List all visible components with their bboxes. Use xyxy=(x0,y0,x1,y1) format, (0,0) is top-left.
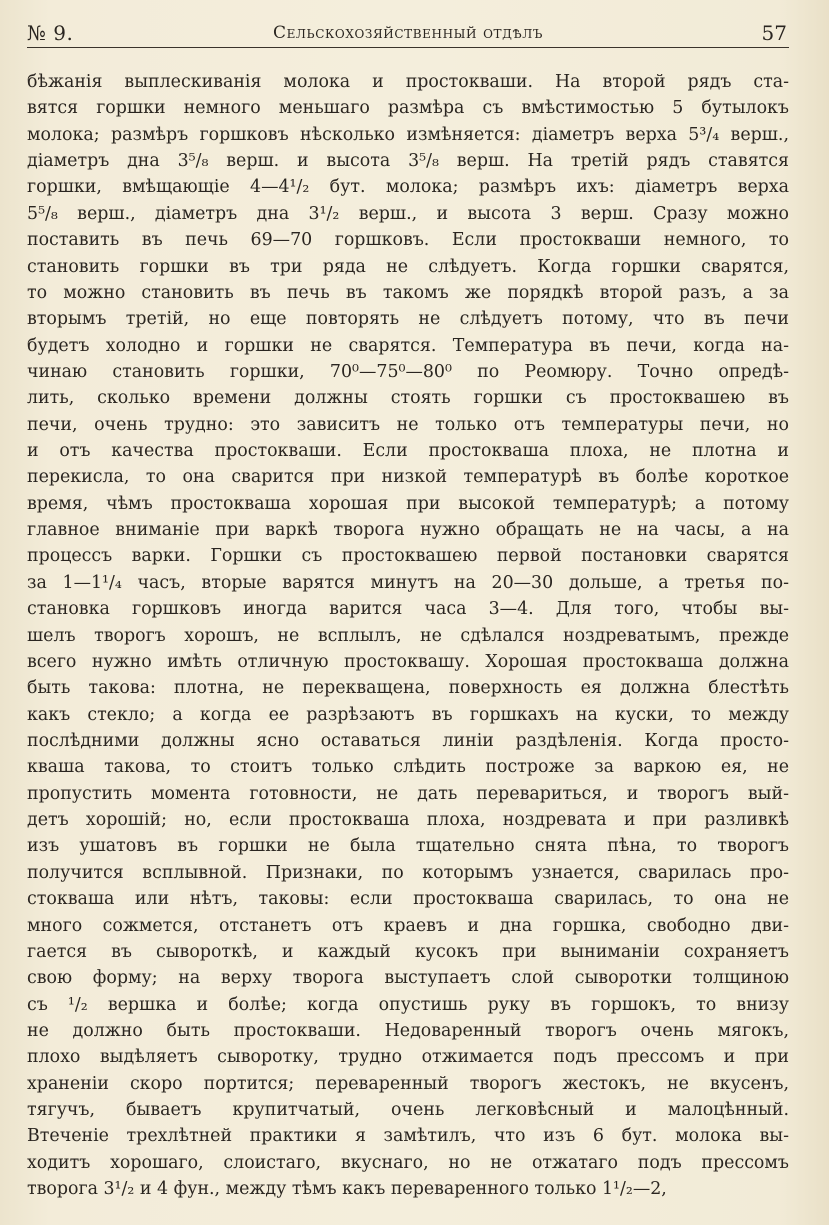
text-line: ходитъ хорошаго, слоистаго, вкуснаго, но не отжатаго подъ прессомъ xyxy=(27,1152,789,1173)
section-title: Сельскохозяйственный отдѣлъ xyxy=(272,23,544,43)
body-text xyxy=(27,69,789,1202)
text-line: гается въ сывороткѣ, и каждый кусокъ при выниманіи сохраняетъ xyxy=(27,941,789,962)
running-header xyxy=(27,20,789,46)
text-line: творога 3¹/₂ и 4 фун., между тѣмъ какъ переваренного только 1¹/₂—2, xyxy=(27,1179,667,1200)
text-line: горшки, вмѣщающіе 4—4¹/₂ бут. молока; размѣръ ихъ: діаметръ верха xyxy=(27,177,789,198)
text-line: стокваша или нѣтъ, таковы: если простокваша сварилась, то она не xyxy=(27,889,789,910)
issue-number: № 9. xyxy=(27,21,74,45)
text-line: лить, сколько времени должны стоять горшки съ простоквашею въ xyxy=(27,388,789,409)
text-line: много сожмется, отстанетъ отъ краевъ и дна горшка, свободно дви- xyxy=(27,915,789,936)
text-line: поставить въ печь 69—70 горшковъ. Если простокваши немного, то xyxy=(27,230,789,251)
text-line: свою форму; на верху творога выступаетъ слой сыворотки толщиною xyxy=(27,968,789,989)
text-line: кваша такова, то стоитъ только слѣдить построже за варкою ея, не xyxy=(27,757,789,778)
text-line: Втеченіе трехлѣтней практики я замѣтилъ, что изъ 6 бут. молока вы- xyxy=(27,1126,789,1147)
text-line: молока; размѣръ горшковъ нѣсколько измѣняется: діаметръ верха 5³/₄ верш., xyxy=(27,124,789,145)
page-number: 57 xyxy=(761,21,787,45)
text-line: пропустить момента готовности, не дать перевариться, и творогъ вый- xyxy=(27,783,789,804)
text-line: и отъ качества простокваши. Если простокваша плоха, не плотна и xyxy=(27,441,789,462)
text-line: получится всплывной. Признаки, по которымъ узнается, сварилась про- xyxy=(27,862,789,883)
text-line: то можно становить въ печь въ такомъ же порядкѣ второй разъ, а за xyxy=(27,282,789,303)
header-rule xyxy=(27,47,789,48)
text-line: становка горшковъ иногда варится часа 3—4. Для того, чтобы вы- xyxy=(27,599,789,620)
text-line: главное вниманіе при варкѣ творога нужно обращать не на часы, а на xyxy=(27,520,789,541)
text-line: процессъ варки. Горшки съ простоквашею первой постановки сварятся xyxy=(27,546,789,567)
text-line: изъ ушатовъ въ горшки не была тщательно снята пѣна, то творогъ xyxy=(27,836,789,857)
text-line: какъ стекло; а когда ее разрѣзаютъ въ горшкахъ на куски, то между xyxy=(27,704,789,725)
text-line: плохо выдѣляетъ сыворотку, трудно отжимается подъ прессомъ и при xyxy=(27,1047,789,1068)
text-line: послѣдними должны ясно оставаться линіи раздѣленія. Когда просто- xyxy=(27,730,789,751)
text-line: вторымъ третій, но еще повторять не слѣдуетъ потому, что въ печи xyxy=(27,309,789,330)
text-line: чинаю становить горшки, 70⁰—75⁰—80⁰ по Реомюру. Точно опредѣ- xyxy=(27,361,789,382)
text-line: становить горшки въ три ряда не слѣдуетъ. Когда горшки сварятся, xyxy=(27,256,789,277)
text-line: будетъ холодно и горшки не сварятся. Температура въ печи, когда на- xyxy=(27,335,789,356)
text-line: за 1—1¹/₄ часъ, вторые варятся минутъ на 20—30 дольше, а третья по- xyxy=(27,572,789,593)
text-line: съ ¹/₂ вершка и болѣе; когда опустишь руку въ горшокъ, то внизу xyxy=(27,994,789,1015)
text-line: діаметръ дна 3⁵/₈ верш. и высота 3⁵/₈ верш. На третій рядъ ставятся xyxy=(27,151,789,172)
text-line: бѣжанія выплескиванія молока и простокваши. На второй рядъ ста- xyxy=(27,72,789,92)
text-line: шелъ творогъ хорошъ, не всплылъ, не сдѣлался ноздреватымъ, прежде xyxy=(27,625,789,646)
text-line: быть такова: плотна, не перекващена, поверхность ея должна блестѣть xyxy=(27,678,789,699)
text-line: перекисла, то она сварится при низкой температурѣ въ болѣе короткое xyxy=(27,467,789,488)
text-line: время, чѣмъ простокваша хорошая при высокой температурѣ; а потому xyxy=(27,493,789,514)
text-line: храненіи скоро портится; переваренный творогъ жестокъ, не вкусенъ, xyxy=(27,1073,789,1094)
text-line: не должно быть простокваши. Недоваренный творогъ очень мягокъ, xyxy=(27,1020,789,1041)
text-line: всего нужно имѣть отличную простоквашу. Хорошая простокваша должна xyxy=(27,651,789,672)
text-line: 5⁵/₈ верш., діаметръ дна 3¹/₂ верш., и высота 3 верш. Сразу можно xyxy=(27,203,789,224)
text-line: детъ хорошій; но, если простокваша плоха, ноздревата и при разливкѣ xyxy=(27,810,789,831)
text-line: вятся горшки немного меньшаго размѣра съ вмѣстимостью 5 бутылокъ xyxy=(27,98,789,119)
text-line: тягучъ, бываетъ крупитчатый, очень легковѣсный и малоцѣнный. xyxy=(27,1100,789,1121)
text-line: печи, очень трудно: это зависитъ не только отъ температуры печи, но xyxy=(27,414,789,435)
